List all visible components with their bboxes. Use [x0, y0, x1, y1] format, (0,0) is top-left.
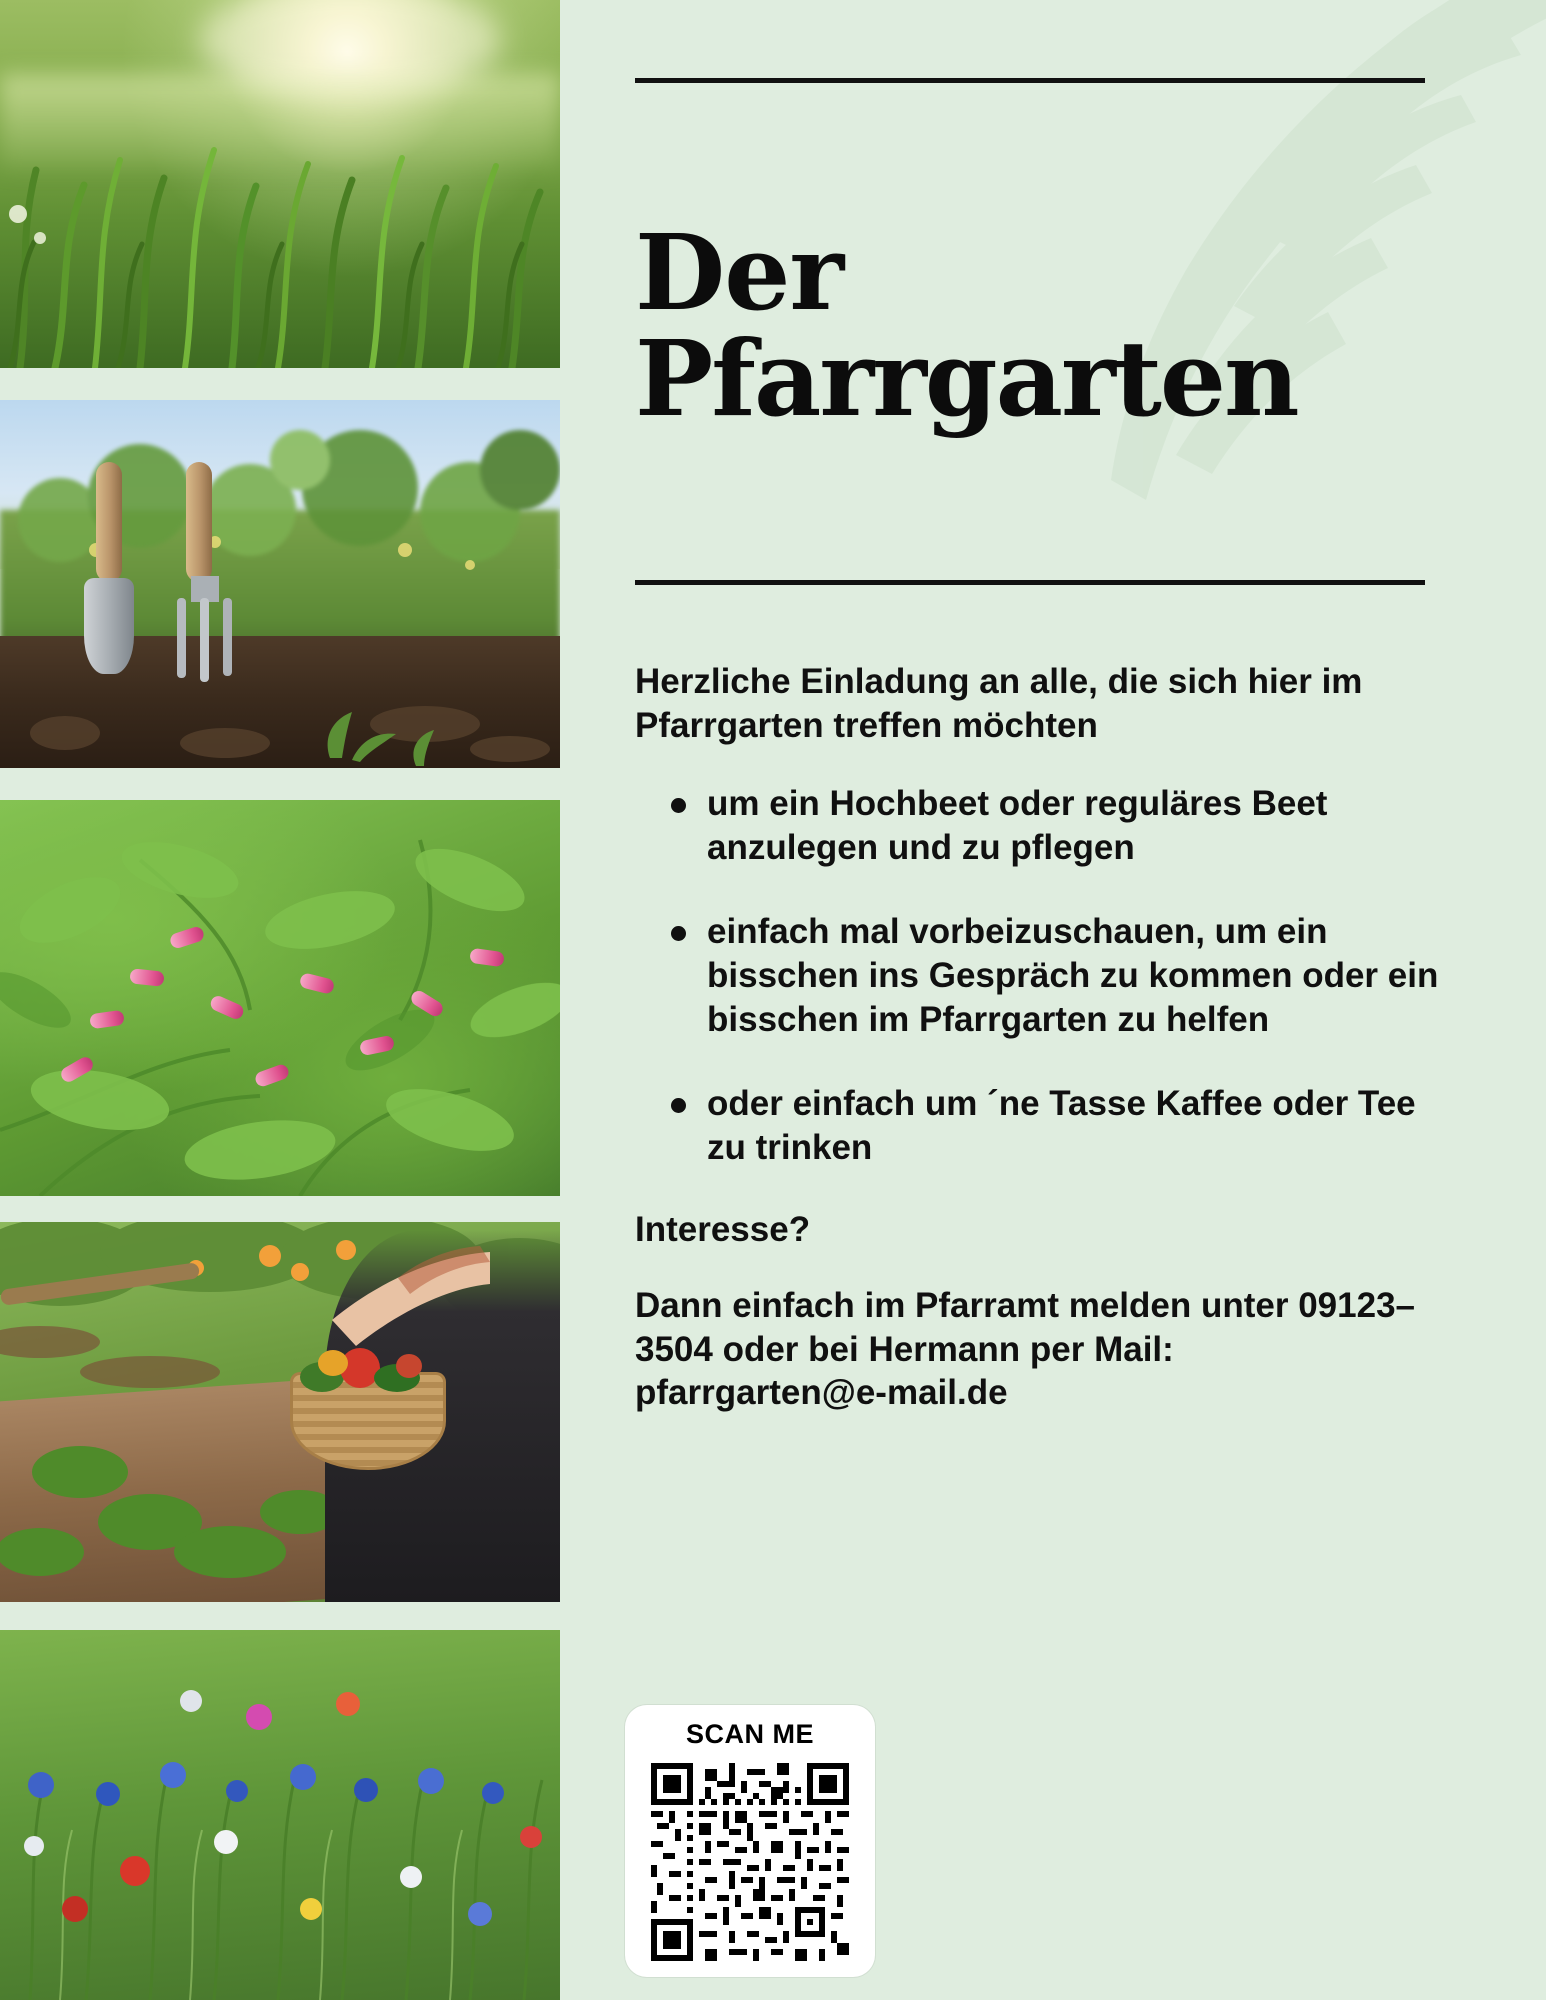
list-item: einfach mal vorbeizuschauen, um ein bisschen ins Gespräch zu kommen oder ein bisschen im Pfarrgarten zu helfen: [635, 910, 1455, 1042]
list-item: um ein Hochbeet oder reguläres Beet anzulegen und zu pflegen: [635, 782, 1455, 870]
title-line-2: Pfarrgarten: [635, 316, 1298, 440]
qr-code-icon[interactable]: [651, 1763, 849, 1961]
garden-tools-photo: [0, 400, 560, 768]
harvest-basket-photo: [0, 1222, 560, 1602]
body-text: [635, 660, 1455, 1414]
title-line-1: Der: [635, 210, 844, 334]
middle-divider: [635, 580, 1425, 585]
top-divider: [635, 78, 1425, 83]
activities-list: [635, 782, 1455, 1171]
photo-column: [0, 0, 560, 2000]
qr-badge[interactable]: [625, 1705, 875, 1977]
interest-heading: Interesse?: [635, 1210, 811, 1250]
trowel-handle: [96, 462, 122, 582]
list-item: oder einfach um ´ne Tasse Kaffee oder Tee zu trinken: [635, 1082, 1455, 1170]
pink-flowers-photo: [0, 800, 560, 1196]
page-title: [635, 210, 1465, 440]
fork-handle: [186, 462, 212, 582]
grass-sunrise-photo: [0, 0, 560, 368]
contact-text: Dann einfach im Pfarramt melden unter 09123–3504 oder bei Hermann per Mail: pfarrgarten@e-mail.de: [635, 1286, 1415, 1412]
content-column: [600, 0, 1490, 2000]
wildflower-meadow-photo: [0, 1630, 560, 2000]
invitation-lede: Herzliche Einladung an alle, die sich hier im Pfarrgarten treffen möchten: [635, 662, 1363, 745]
qr-label: SCAN ME: [685, 1719, 814, 1749]
